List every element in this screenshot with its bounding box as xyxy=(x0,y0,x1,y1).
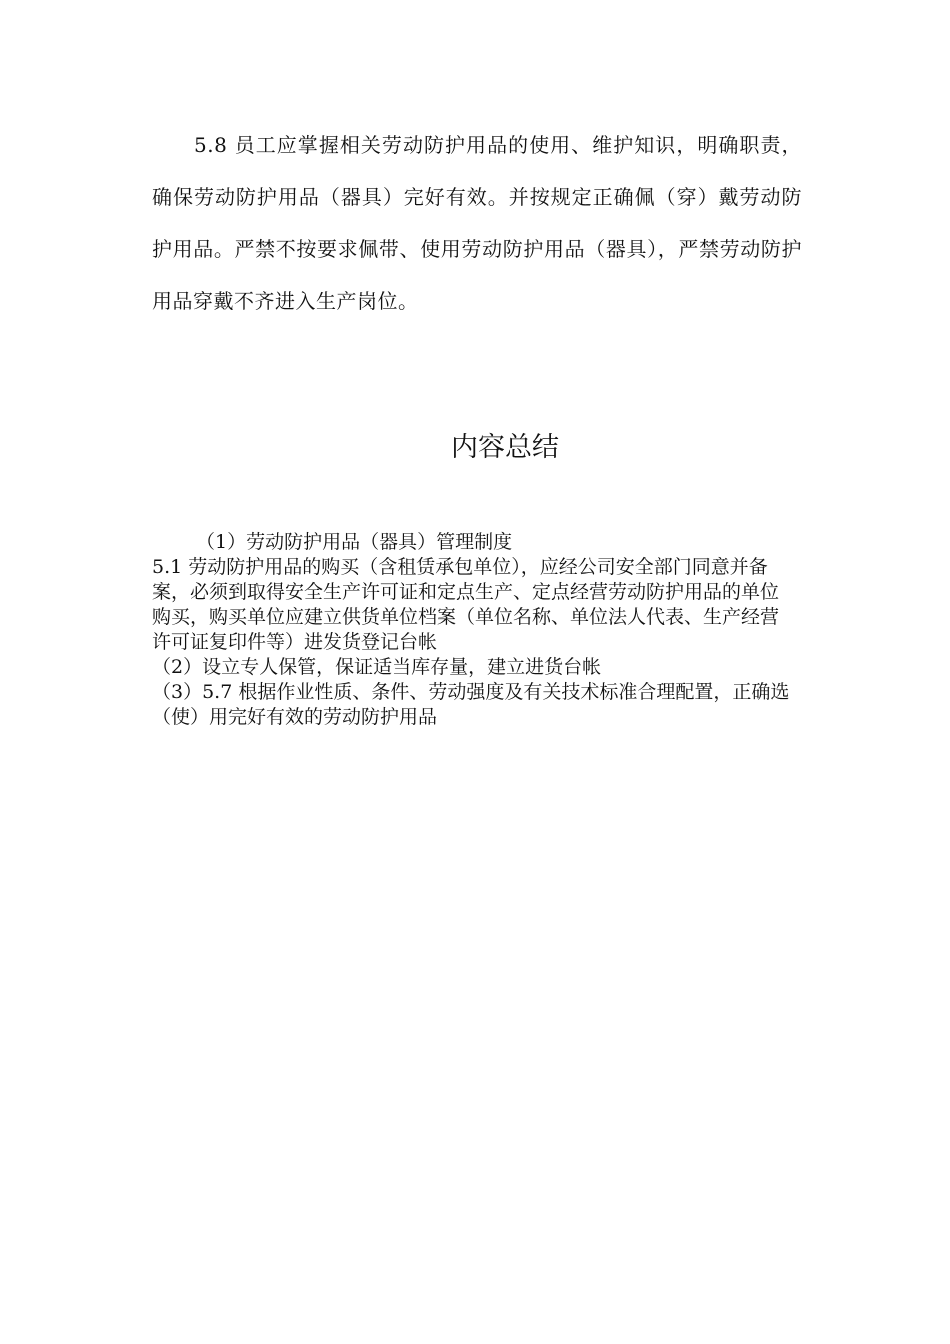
summary-line: （2）设立专人保管，保证适当库存量，建立进货台帐 xyxy=(152,656,602,678)
summary-line: （3）5.7 根据作业性质、条件、劳动强度及有关技术标准合理配置，正确选（使）用完好有效的劳动防护用品 xyxy=(152,681,790,728)
paragraph-5-8: 5.8 员工应掌握相关劳动防护用品的使用、维护知识，明确职责，确保劳动防护用品（器具）完好有效。并按规定正确佩（穿）戴劳动防护用品。严禁不按要求佩带、使用劳动防护用品（器具），严禁劳动防护用品穿戴不齐进入生产岗位。 xyxy=(152,133,802,313)
summary-body xyxy=(152,530,797,730)
summary-title: 内容总结 xyxy=(451,432,559,463)
summary-line: （1）劳动防护用品（器具）管理制度 xyxy=(196,531,513,553)
summary-line: 5.1 劳动防护用品的购买（含租赁承包单位），应经公司安全部门同意并备案，必须到取得安全生产许可证和定点生产、定点经营劳动防护用品的单位购买，购买单位应建立供货单位档案（单位名称、单位法人代表、生产经营许可证复印件等）进发货登记台帐 xyxy=(152,556,780,653)
